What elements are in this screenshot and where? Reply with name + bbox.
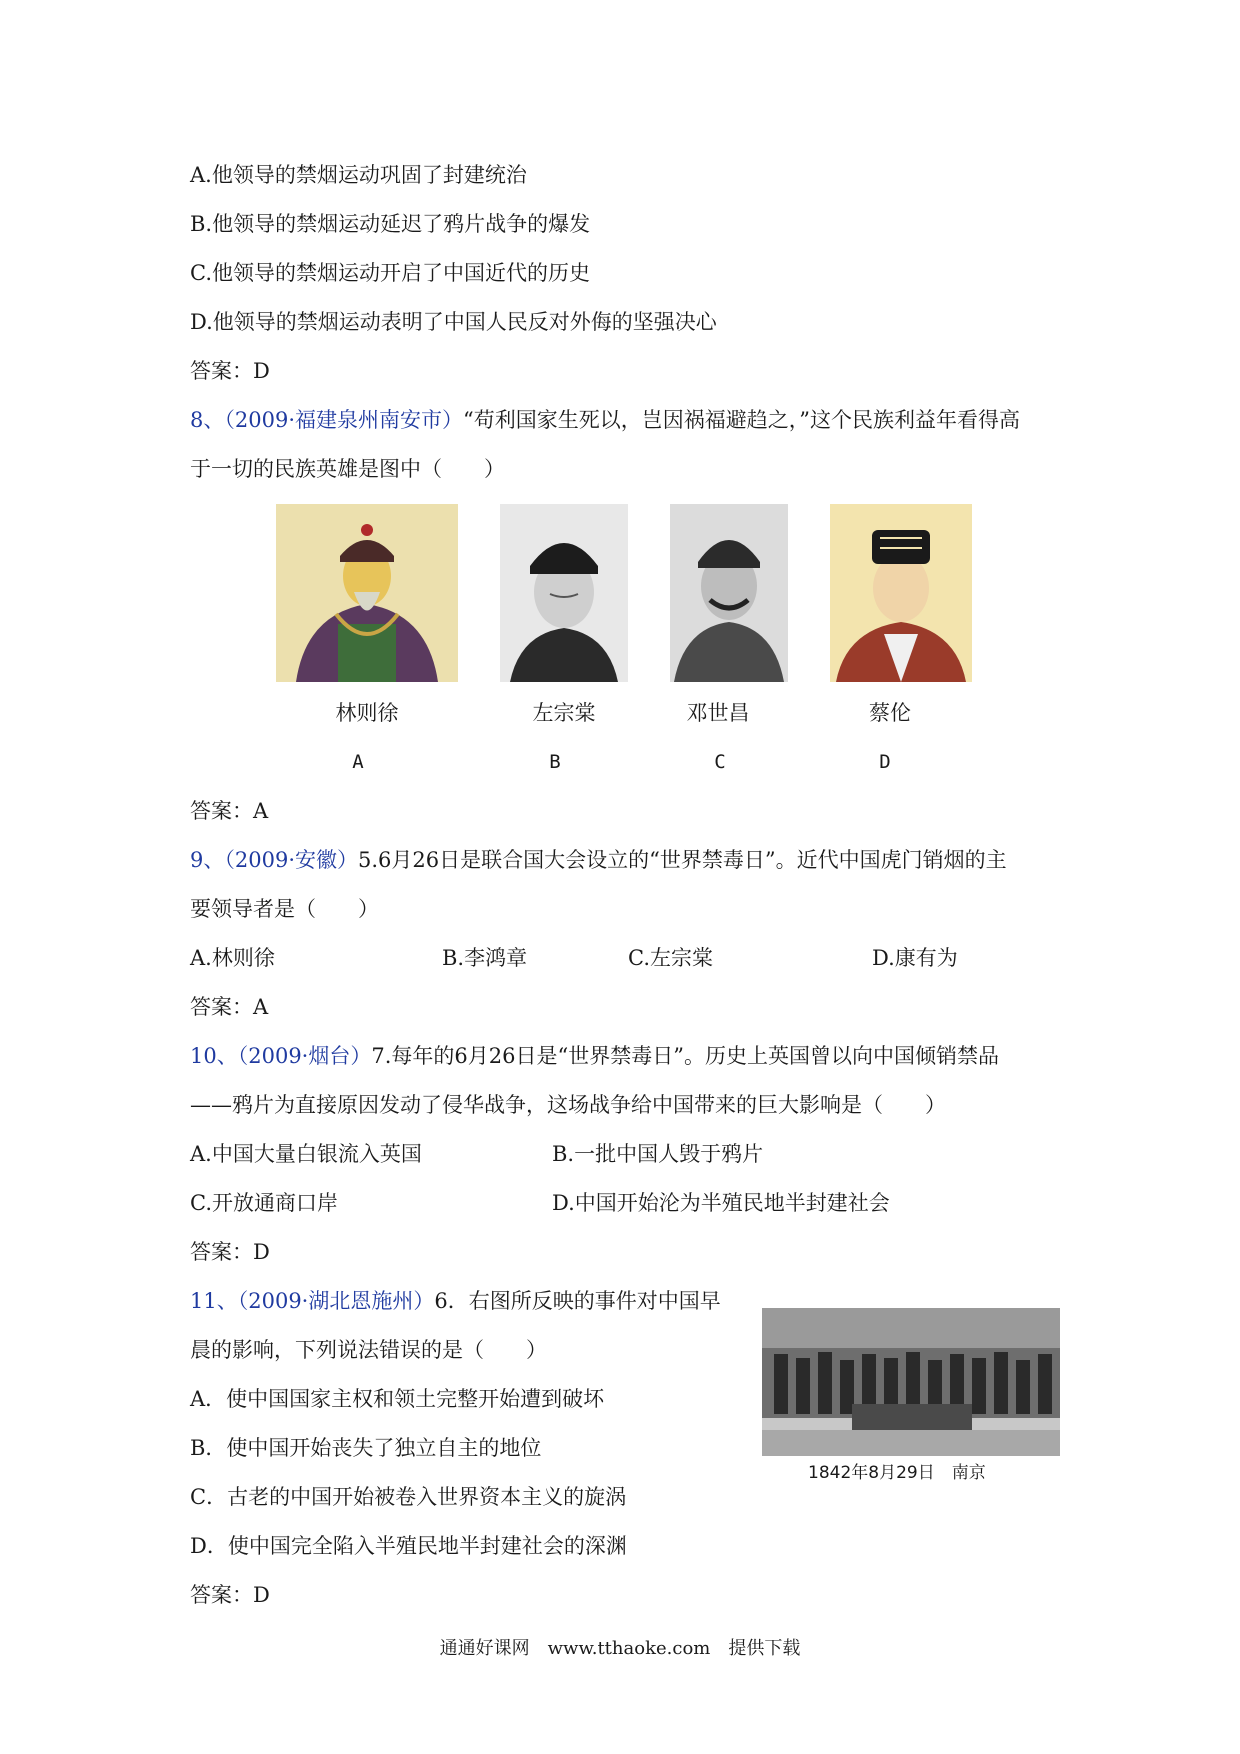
q7-option-d: D.他领导的禁烟运动表明了中国人民反对外侮的坚强决心: [190, 310, 717, 334]
q10-option-c: C.开放通商口岸: [190, 1191, 338, 1215]
treaty-photo-caption: 1842年8月29日 南京: [808, 1463, 986, 1483]
q9-line1: [190, 845, 1007, 875]
q9-number: 9、: [190, 848, 225, 872]
q7-option-a: A.他领导的禁烟运动巩固了封建统治: [190, 163, 527, 187]
q11-line2: 晨的影响，下列说法错误的是（ ）: [190, 1338, 547, 1362]
q8-number: 8、: [190, 408, 225, 432]
q11-option-c: C．古老的中国开始被卷入世界资本主义的旋涡: [190, 1485, 627, 1509]
portrait-c-letter: C: [714, 751, 726, 773]
q10-option-b: B.一批中国人毁于鸦片: [552, 1142, 764, 1166]
q11-line1: [190, 1286, 721, 1316]
q10-number: 10、: [190, 1044, 238, 1068]
q10-source: （2009·烟台）: [237, 1044, 372, 1068]
q8-text: “苟利国家生死以，岂因祸福避趋之，”这个民族利益年看得高: [463, 408, 1020, 432]
portrait-deng-shichang: [670, 504, 788, 682]
q7-answer: 答案：D: [190, 359, 270, 383]
q9-option-b: B.李鸿章: [442, 946, 528, 970]
portrait-b-letter: B: [549, 751, 561, 773]
q8-source: （2009·福建泉州南安市）: [224, 408, 463, 432]
q11-option-d: D．使中国完全陷入半殖民地半封建社会的深渊: [190, 1534, 627, 1558]
portrait-lin-zexu: [276, 504, 458, 682]
q10-line1: [190, 1041, 999, 1071]
q11-text: 6．右图所反映的事件对中国早: [434, 1289, 721, 1313]
q8-answer: 答案：A: [190, 799, 269, 823]
treaty-signing-photo: [762, 1308, 1060, 1456]
q10-text: 7.每年的6月26日是“世界禁毒日”。历史上英国曾以向中国倾销禁品: [371, 1044, 999, 1068]
q7-option-b: B.他领导的禁烟运动延迟了鸦片战争的爆发: [190, 212, 591, 236]
q8-line2: 于一切的民族英雄是图中（ ）: [190, 457, 505, 481]
q11-number: 11、: [190, 1289, 238, 1313]
q9-text: 5.6月26日是联合国大会设立的“世界禁毒日”。近代中国虎门销烟的主: [358, 848, 1007, 872]
q11-option-b: B．使中国开始丧失了独立自主的地位: [190, 1436, 542, 1460]
q10-option-a: A.中国大量白银流入英国: [190, 1142, 422, 1166]
q10-answer: 答案：D: [190, 1240, 270, 1264]
portrait-c-name: 邓世昌: [686, 701, 750, 725]
q7-option-c: C.他领导的禁烟运动开启了中国近代的历史: [190, 261, 590, 285]
portrait-a-letter: A: [352, 751, 364, 773]
q11-answer: 答案：D: [190, 1583, 270, 1607]
q11-option-a: A．使中国国家主权和领土完整开始遭到破坏: [190, 1387, 605, 1411]
q9-answer: 答案：A: [190, 995, 269, 1019]
q8-line1: [190, 405, 1020, 435]
portrait-b-name: 左宗棠: [532, 701, 596, 725]
portrait-d-name: 蔡伦: [869, 701, 911, 725]
q9-option-d: D.康有为: [872, 946, 958, 970]
page-footer: 通通好课网 www.tthaoke.com 提供下载: [439, 1638, 801, 1659]
q10-option-d: D.中国开始沦为半殖民地半封建社会: [552, 1191, 890, 1215]
q9-option-c: C.左宗棠: [628, 946, 713, 970]
q9-line2: 要领导者是（ ）: [190, 897, 379, 921]
q10-line2: ——鸦片为直接原因发动了侵华战争，这场战争给中国带来的巨大影响是（ ）: [190, 1093, 946, 1117]
portrait-d-letter: D: [879, 751, 891, 773]
q9-option-a: A.林则徐: [190, 946, 275, 970]
q9-source: （2009·安徽）: [224, 848, 358, 872]
portrait-zuo-zongtang: [500, 504, 628, 682]
portrait-a-name: 林则徐: [335, 701, 399, 725]
q11-source: （2009·湖北恩施州）: [237, 1289, 435, 1313]
portrait-cai-lun: [830, 504, 972, 682]
